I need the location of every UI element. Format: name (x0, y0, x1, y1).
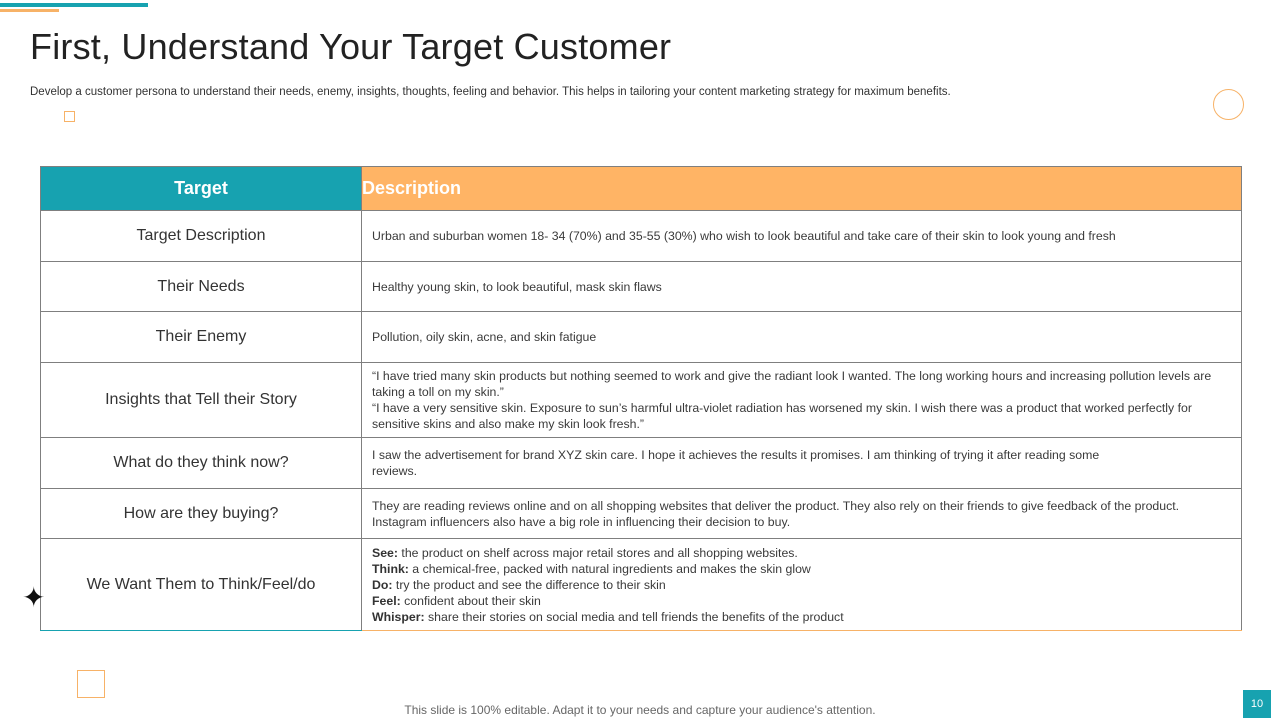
item-text-see: the product on shelf across major retail stores and all shopping websites. (397, 545, 798, 560)
footer-note: This slide is 100% editable. Adapt it to your needs and capture your audience's attention. (404, 703, 876, 717)
row-label-buying: How are they buying? (41, 489, 362, 539)
table-row (41, 539, 1242, 631)
decorative-circle-icon (1213, 89, 1244, 120)
slide-title: First, Understand Your Target Customer (30, 26, 672, 67)
page-number: 10 (1243, 690, 1271, 718)
row-desc-buying (362, 489, 1242, 539)
list-item (372, 561, 1231, 577)
row-desc-text: Urban and suburban women 18- 34 (70%) and 35-55 (30%) who wish to look beautiful and take care of their skin to look young and fresh (372, 229, 1116, 243)
target-customer-table (40, 166, 1242, 631)
row-label-their-needs: Their Needs (41, 262, 362, 312)
list-item (372, 609, 1231, 625)
list-item (372, 593, 1231, 609)
insight-quote-1: “I have tried many skin products but nothing seemed to work and give the radiant look I wanted. The long working hours and increasing pollution levels are taking a toll on my skin.” (372, 369, 1212, 399)
row-desc-text: They are reading reviews online and on all shopping websites that deliver the product. They also rely on their friends to give feedback of the product. Instagram influencers also have a big role in influencing their decision to buy. (372, 498, 1180, 529)
item-key-whisper: Whisper: (372, 609, 425, 624)
row-desc-text: Pollution, oily skin, acne, and skin fatigue (372, 330, 597, 344)
table-row (41, 438, 1242, 489)
row-desc-target-description (362, 211, 1242, 262)
row-label-their-enemy: Their Enemy (41, 312, 362, 363)
item-key-see: See: (372, 545, 398, 560)
row-label-target-description: Target Description (41, 211, 362, 262)
row-desc-text: Healthy young skin, to look beautiful, mask skin flaws (372, 279, 662, 294)
list-item (372, 577, 1231, 593)
top-accent-bar-teal (0, 3, 148, 7)
row-label-insights: Insights that Tell their Story (41, 363, 362, 438)
item-key-think: Think: (372, 561, 409, 576)
table-row (41, 262, 1242, 312)
table-row (41, 211, 1242, 262)
header-target: Target (41, 167, 362, 211)
table-row (41, 312, 1242, 363)
row-desc-text: I saw the advertisement for brand XYZ skin care. I hope it achieves the results it promises. I am thinking of trying it after reading some reviews. (372, 448, 1100, 478)
row-desc-insights (362, 363, 1242, 438)
item-text-whisper: share their stories on social media and tell friends the benefits of the product (424, 609, 844, 624)
row-desc-think-feel-do (362, 539, 1242, 631)
sparkle-icon: ✦ (22, 582, 46, 613)
slide-subtitle: Develop a customer persona to understand their needs, enemy, insights, thoughts, feeling and behavior. This helps in tailoring your content marketing strategy for maximum benefits. (30, 86, 951, 98)
decorative-square-icon (77, 670, 105, 698)
item-text-think: a chemical-free, packed with natural ingredients and makes the skin glow (408, 561, 811, 576)
item-text-do: try the product and see the difference to their skin (392, 577, 666, 592)
item-text-feel: confident about their skin (400, 593, 541, 608)
row-desc-their-needs (362, 262, 1242, 312)
table-row (41, 489, 1242, 539)
list-item (372, 545, 1231, 561)
decorative-square-icon (64, 111, 75, 122)
top-accent-bar-orange (0, 9, 59, 12)
item-key-do: Do: (372, 577, 393, 592)
row-label-think-now: What do they think now? (41, 438, 362, 489)
row-label-think-feel-do: We Want Them to Think/Feel/do (41, 539, 362, 631)
row-desc-their-enemy (362, 312, 1242, 363)
row-desc-think-now (362, 438, 1242, 489)
table-row (41, 363, 1242, 438)
item-key-feel: Feel: (372, 593, 401, 608)
insight-quote-2: “I have a very sensitive skin. Exposure to sun’s harmful ultra-violet radiation has worsened my skin. I wish there was a product that worked perfectly for sensitive skins and also make my skin look fresh.” (372, 401, 1192, 431)
table-header-row (41, 167, 1242, 211)
header-description: Description (362, 167, 1242, 211)
